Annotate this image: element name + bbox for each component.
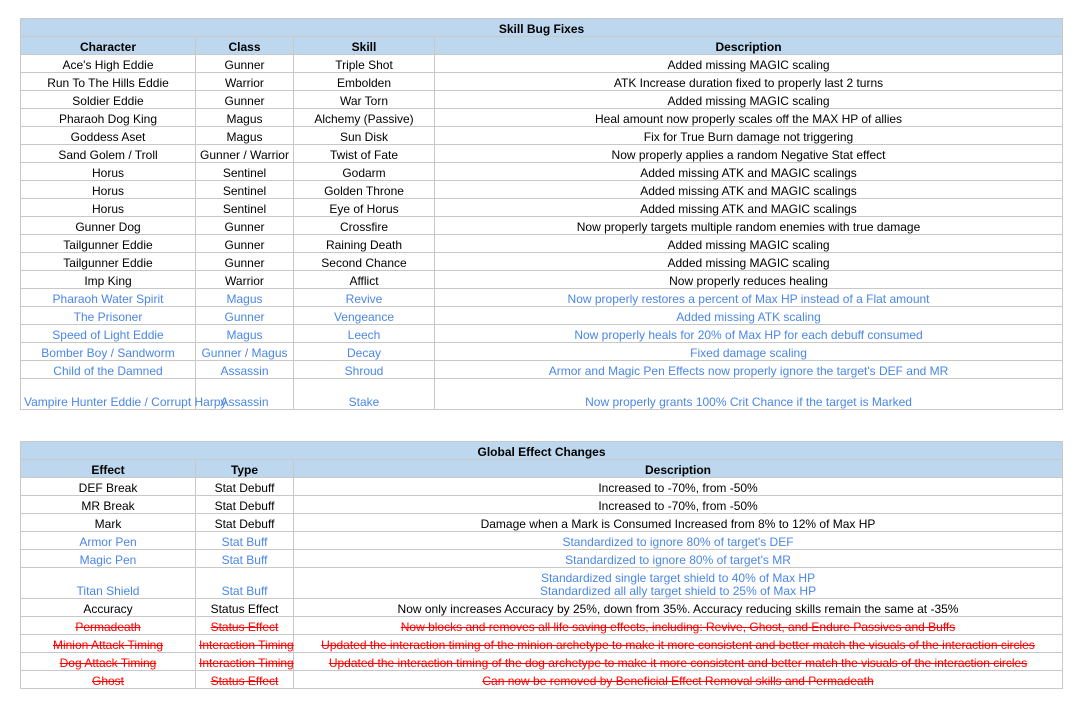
header-description: Description xyxy=(435,37,1063,55)
table-cell: Magic Pen xyxy=(21,550,196,568)
skill-table-title: Skill Bug Fixes xyxy=(21,19,1063,37)
table-row xyxy=(21,253,1063,271)
table-row xyxy=(21,235,1063,253)
table-cell: Assassin xyxy=(196,361,294,379)
table-cell: Standardized to ignore 80% of target's MR xyxy=(294,550,1063,568)
table-cell: Magus xyxy=(196,127,294,145)
table-cell: Now blocks and removes all life saving effects, including: Revive, Ghost, and Endure Passives and Buffs xyxy=(294,617,1063,635)
table-cell: Increased to -70%, from -50% xyxy=(294,478,1063,496)
cell-line: Standardized single target shield to 40% of Max HP xyxy=(540,571,816,585)
table-cell: Sand Golem / Troll xyxy=(21,145,196,163)
table-row xyxy=(21,550,1063,568)
table-cell: Stat Buff xyxy=(196,532,294,550)
table-cell: Gunner xyxy=(196,307,294,325)
table-cell: Second Chance xyxy=(294,253,435,271)
table-cell: Damage when a Mark is Consumed Increased from 8% to 12% of Max HP xyxy=(294,514,1063,532)
table-cell: Minion Attack Timing xyxy=(21,635,196,653)
table-cell: Eye of Horus xyxy=(294,199,435,217)
table-cell: Gunner xyxy=(196,55,294,73)
table-cell: DEF Break xyxy=(21,478,196,496)
table-cell: Now properly targets multiple random enemies with true damage xyxy=(435,217,1063,235)
table-cell xyxy=(294,568,1063,599)
table-cell: Added missing ATK and MAGIC scalings xyxy=(435,199,1063,217)
table-cell: Run To The Hills Eddie xyxy=(21,73,196,91)
header-character: Character xyxy=(21,37,196,55)
table-cell: War Torn xyxy=(294,91,435,109)
table-cell: Twist of Fate xyxy=(294,145,435,163)
table-row xyxy=(21,653,1063,671)
table-cell: Status Effect xyxy=(196,599,294,617)
table-cell: Now properly reduces healing xyxy=(435,271,1063,289)
table-cell: Gunner xyxy=(196,217,294,235)
table-cell: Vengeance xyxy=(294,307,435,325)
table-cell: Gunner xyxy=(196,253,294,271)
table-cell: Leech xyxy=(294,325,435,343)
table-cell: Bomber Boy / Sandworm xyxy=(21,343,196,361)
table-row xyxy=(21,289,1063,307)
table-row xyxy=(21,599,1063,617)
table-cell: Speed of Light Eddie xyxy=(21,325,196,343)
table-cell: Permadeath xyxy=(21,617,196,635)
table-cell: Interaction Timing xyxy=(196,635,294,653)
table-cell: Assassin xyxy=(196,379,294,410)
header-type: Type xyxy=(196,460,294,478)
table-cell: Gunner xyxy=(196,235,294,253)
table-cell: Goddess Aset xyxy=(21,127,196,145)
table-cell: Gunner / Magus xyxy=(196,343,294,361)
table-cell: Child of the Damned xyxy=(21,361,196,379)
header-class: Class xyxy=(196,37,294,55)
table-row xyxy=(21,478,1063,496)
table-cell: Interaction Timing xyxy=(196,653,294,671)
table-row xyxy=(21,568,1063,599)
table-row xyxy=(21,73,1063,91)
table-cell: Gunner Dog xyxy=(21,217,196,235)
table-row xyxy=(21,343,1063,361)
table-cell: Added missing MAGIC scaling xyxy=(435,55,1063,73)
header-effect-description: Description xyxy=(294,460,1063,478)
table-cell: Dog Attack Timing xyxy=(21,653,196,671)
table-row xyxy=(21,379,1063,410)
table-cell: Increased to -70%, from -50% xyxy=(294,496,1063,514)
table-cell: Now properly grants 100% Crit Chance if the target is Marked xyxy=(435,379,1063,410)
table-cell: Added missing MAGIC scaling xyxy=(435,235,1063,253)
table-cell: Pharaoh Water Spirit xyxy=(21,289,196,307)
table-cell: Ace's High Eddie xyxy=(21,55,196,73)
table-cell: Gunner xyxy=(196,91,294,109)
table-cell: Horus xyxy=(21,199,196,217)
table-row xyxy=(21,109,1063,127)
table-cell: Stat Buff xyxy=(196,550,294,568)
table-row xyxy=(21,163,1063,181)
table-cell: Magus xyxy=(196,325,294,343)
table-cell: Armor Pen xyxy=(21,532,196,550)
table-cell: Pharaoh Dog King xyxy=(21,109,196,127)
table-cell: Imp King xyxy=(21,271,196,289)
table-cell: Now properly heals for 20% of Max HP for each debuff consumed xyxy=(435,325,1063,343)
table-cell: Tailgunner Eddie xyxy=(21,253,196,271)
header-effect: Effect xyxy=(21,460,196,478)
table-row xyxy=(21,181,1063,199)
table-cell: Embolden xyxy=(294,73,435,91)
table-cell: Alchemy (Passive) xyxy=(294,109,435,127)
table-cell: Vampire Hunter Eddie / Corrupt Harpy xyxy=(21,379,196,410)
table-cell: Ghost xyxy=(21,671,196,689)
table-cell: Mark xyxy=(21,514,196,532)
table-cell: Accuracy xyxy=(21,599,196,617)
table-cell: Now only increases Accuracy by 25%, down from 35%. Accuracy reducing skills remain the same at -35% xyxy=(294,599,1063,617)
table-row xyxy=(21,617,1063,635)
table-cell: Added missing MAGIC scaling xyxy=(435,91,1063,109)
table-cell: Warrior xyxy=(196,271,294,289)
table-cell: Added missing MAGIC scaling xyxy=(435,253,1063,271)
table-cell: Added missing ATK and MAGIC scalings xyxy=(435,163,1063,181)
table-cell: Stake xyxy=(294,379,435,410)
table-cell: Fix for True Burn damage not triggering xyxy=(435,127,1063,145)
table-cell: Armor and Magic Pen Effects now properly ignore the target's DEF and MR xyxy=(435,361,1063,379)
table-cell: MR Break xyxy=(21,496,196,514)
global-effect-changes-table xyxy=(20,441,1063,689)
table-cell: Sentinel xyxy=(196,181,294,199)
table-cell: Tailgunner Eddie xyxy=(21,235,196,253)
table-cell: Sentinel xyxy=(196,199,294,217)
table-row xyxy=(21,514,1063,532)
table-cell: Standardized to ignore 80% of target's DEF xyxy=(294,532,1063,550)
table-cell: Status Effect xyxy=(196,671,294,689)
table-cell: Stat Buff xyxy=(196,568,294,599)
cell-line: Standardized all ally target shield to 25% of Max HP xyxy=(539,584,817,598)
table-row xyxy=(21,635,1063,653)
effect-table-title: Global Effect Changes xyxy=(21,442,1063,460)
table-row xyxy=(21,271,1063,289)
table-row xyxy=(21,361,1063,379)
table-cell: Heal amount now properly scales off the MAX HP of allies xyxy=(435,109,1063,127)
table-cell: Titan Shield xyxy=(21,568,196,599)
table-cell: Golden Throne xyxy=(294,181,435,199)
table-row xyxy=(21,307,1063,325)
table-cell: Revive xyxy=(294,289,435,307)
table-cell: Sun Disk xyxy=(294,127,435,145)
table-cell: Crossfire xyxy=(294,217,435,235)
table-cell: Gunner / Warrior xyxy=(196,145,294,163)
table-cell: Added missing ATK scaling xyxy=(435,307,1063,325)
table-row xyxy=(21,496,1063,514)
table-row xyxy=(21,91,1063,109)
table-row xyxy=(21,55,1063,73)
table-cell: ATK Increase duration fixed to properly last 2 turns xyxy=(435,73,1063,91)
table-row xyxy=(21,325,1063,343)
table-cell: Updated the interaction timing of the dog archetype to make it more consistent and better match the visuals of the interaction circles xyxy=(294,653,1063,671)
table-cell: The Prisoner xyxy=(21,307,196,325)
table-cell: Horus xyxy=(21,163,196,181)
table-cell: Horus xyxy=(21,181,196,199)
table-row xyxy=(21,199,1063,217)
table-cell: Magus xyxy=(196,289,294,307)
table-cell: Added missing ATK and MAGIC scalings xyxy=(435,181,1063,199)
table-cell: Status Effect xyxy=(196,617,294,635)
table-cell: Warrior xyxy=(196,73,294,91)
table-cell: Stat Debuff xyxy=(196,514,294,532)
table-cell: Now properly applies a random Negative Stat effect xyxy=(435,145,1063,163)
table-cell: Triple Shot xyxy=(294,55,435,73)
table-row xyxy=(21,127,1063,145)
table-cell: Afflict xyxy=(294,271,435,289)
table-cell: Stat Debuff xyxy=(196,496,294,514)
table-cell: Sentinel xyxy=(196,163,294,181)
table-row xyxy=(21,671,1063,689)
table-cell: Soldier Eddie xyxy=(21,91,196,109)
table-cell: Updated the interaction timing of the minion archetype to make it more consistent and better match the visuals of the interaction circles xyxy=(294,635,1063,653)
table-cell: Shroud xyxy=(294,361,435,379)
table-cell: Magus xyxy=(196,109,294,127)
table-cell: Raining Death xyxy=(294,235,435,253)
table-row xyxy=(21,532,1063,550)
table-cell: Decay xyxy=(294,343,435,361)
table-row xyxy=(21,217,1063,235)
table-cell: Fixed damage scaling xyxy=(435,343,1063,361)
table-cell: Godarm xyxy=(294,163,435,181)
table-row xyxy=(21,145,1063,163)
table-cell: Stat Debuff xyxy=(196,478,294,496)
table-cell: Now properly restores a percent of Max HP instead of a Flat amount xyxy=(435,289,1063,307)
header-skill: Skill xyxy=(294,37,435,55)
table-cell: Can now be removed by Beneficial Effect Removal skills and Permadeath xyxy=(294,671,1063,689)
skill-bug-fixes-table xyxy=(20,18,1063,410)
